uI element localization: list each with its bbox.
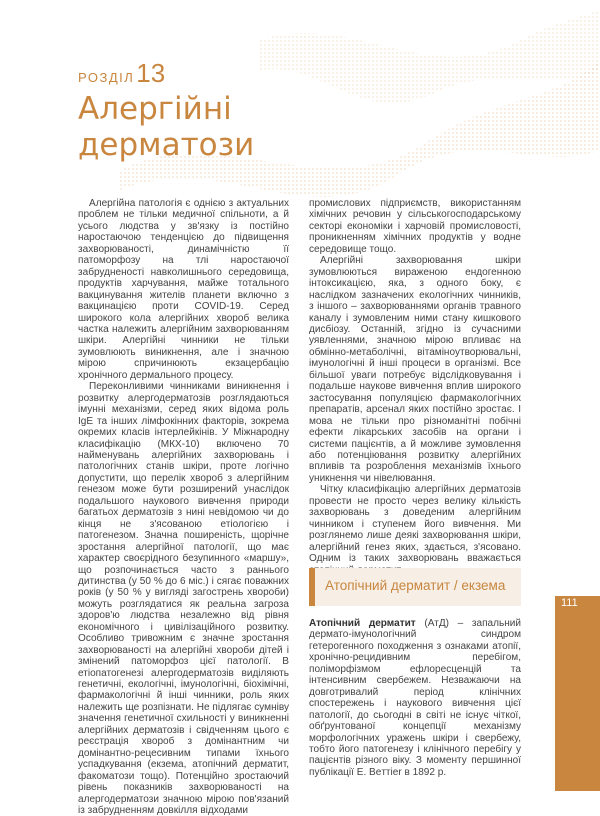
chapter-number: 13 <box>136 58 166 88</box>
chapter-label <box>78 58 254 89</box>
paragraph: промислових підприємств, використанням хімічних речовин у сільськогосподарському секторі економіки і харчовій промисловості, проникненням хімічних продуктів у водне середовище тощо. <box>309 198 521 255</box>
paragraph: Алергійна патологія є однією з актуальних проблем не тільки медичної спільноти, а й усього людства у зв'язку із постійно наростаючою тенденцією до підвищення захворюваності, динамічністю її патоморфозу на тлі наростаючої забрудненості навколишнього середовища, продуктів харчування, майже тотального вакцинування жителів планети включно з вакцинацією проти COVID-19. Серед широкого кола алергійних хвороб велика частка належить алергійним захворюванням шкіри. Алергійні чинники не тільки зумовлюють виникнення, але і значною мірою спричинюють екзацербацію хронічного дермального процесу. <box>78 198 289 381</box>
chapter-title-line1: Алергійні <box>78 91 232 127</box>
section-heading: Атопічний дерматит / екзема <box>325 578 506 593</box>
right-column <box>309 198 521 576</box>
paragraph: Чітку класифікацію алергійних дерматозів провести не просто через велику кількість захворювань з доведеним алергійним чинником і ступенем його вивчення. Ми розглянемо лише деякі захворювання шкіри, алергійний генез яких, здається, з'ясовано. Одним із таких захворювань вважається <box>309 484 521 565</box>
chapter-title <box>78 91 254 163</box>
left-column <box>78 198 289 816</box>
paragraph <box>309 618 521 778</box>
chapter-title-line2: дерматози <box>78 127 255 163</box>
page-number: 111 <box>561 597 578 609</box>
defined-term: Атопічний дерматит <box>309 618 416 629</box>
paragraph: Алергійні захворювання шкіри зумовлюються вираженою ендогенною інтоксикацією, яка, з одного боку, є наслідком зазначених екологічних чинників, з іншого – захворюваннями органів травного каналу і зумовленим ними стану кишкового дисбіозу. Останній, згідно із сучасними уявленнями, значною мірою впливає на обмінно-метаболічні, вітаміноутворювальні, імунологічні й інші процеси в організмі. Все більшої уваги потребує відслідковування і подальше наукове вивчення вплив широкого застосування популяцією фармакологічних препаратів, арсенал яких постійно зростає. І мова не тільки про різноманітні побічні ефекти лікарських засобів на органи і системи пацієнтів, а й можливе зумовлення або потенціювання розвитку алергійних впливів та розроблення механізмів їхнього уникнення чи нівелювання. <box>309 255 521 484</box>
chapter-header <box>78 58 254 163</box>
page-number-tab <box>555 596 600 791</box>
paragraph: Переконливими чинниками виникнення і розвитку алергодерматозів розглядаються імунні механізми, серед яких відома роль IgE та інших лімфокінних факторів, зокрема окремих класів інтерлейкінів. У Міжнародну класифікацію (МКХ-10) включено 70 найменувань алергійних захворювань і патологічних станів шкіри, проте логічно допустити, що перелік хвороб з алергійним генезом може бути розширений унаслідок подальшого наукового вивчення природи багатьох дерматозів з нині невідомою чи до кінця не з'ясованою етіологією і патогенезом. Значна поширеність, щорічне зростання алергійної патології, що має характер своєрідного безупинного «маршу», що розпочинається часто з раннього дитинства (у 50 % до 6 міс.) і сягає поважних років (у 50 % у вигляді загострень хвороби) можуть розглядатися як реальна загроза здоров'ю людства незалежно від рівня економічного і цивілізаційного розвитку. Особливо тривожним є значне зростання захворюваності на алергійні хвороби дітей і змінений патоморфоз цієї патології. В етіопатогенезі алергодерматозів виділяють генетичні, екологічні, імунологічні, біохімічні, фармакологічні й інші чинники, роль яких належить ще розпізнати. Не підлягає сумніву значення генетичної схильності у виникненні алергійних дерматозів і свідченням цього є реєстрація хвороб з домінантним чи домінантно-рецесивним типами їхнього успадкування (екзема, атопічний дерматит, факоматози тощо). Потенційно зростаючий рівень показників захворюваності на алергодерматози значною мірою пов'язаний із забрудненням довкілля відходами <box>78 381 289 816</box>
section-heading-box <box>309 568 521 606</box>
section-accent-bar <box>309 568 315 606</box>
definition-text: (АтД) – запальний дермато-імунологічний синдром гетерогенного походження з ознаками атопії, хронічно-рецидивним перебігом, поліморфізмом ефлоресценцій та інтенсивним свербежем. Незважаючи на довготривалий період клінічних спостережень і наукового вивчення цієї патології, до сьогодні в світі не існує чіткої, обґрунтованої концепції механізму морфологічних уражень шкіри і свербежу, тобто його патогенезу і клінічного перебігу у пацієнтів різного віку. З моменту першинної публікації Е. Вeттiеr в 1892 р. <box>309 618 521 778</box>
chapter-word: РОЗДІЛ <box>78 70 135 85</box>
section-body <box>309 618 521 778</box>
